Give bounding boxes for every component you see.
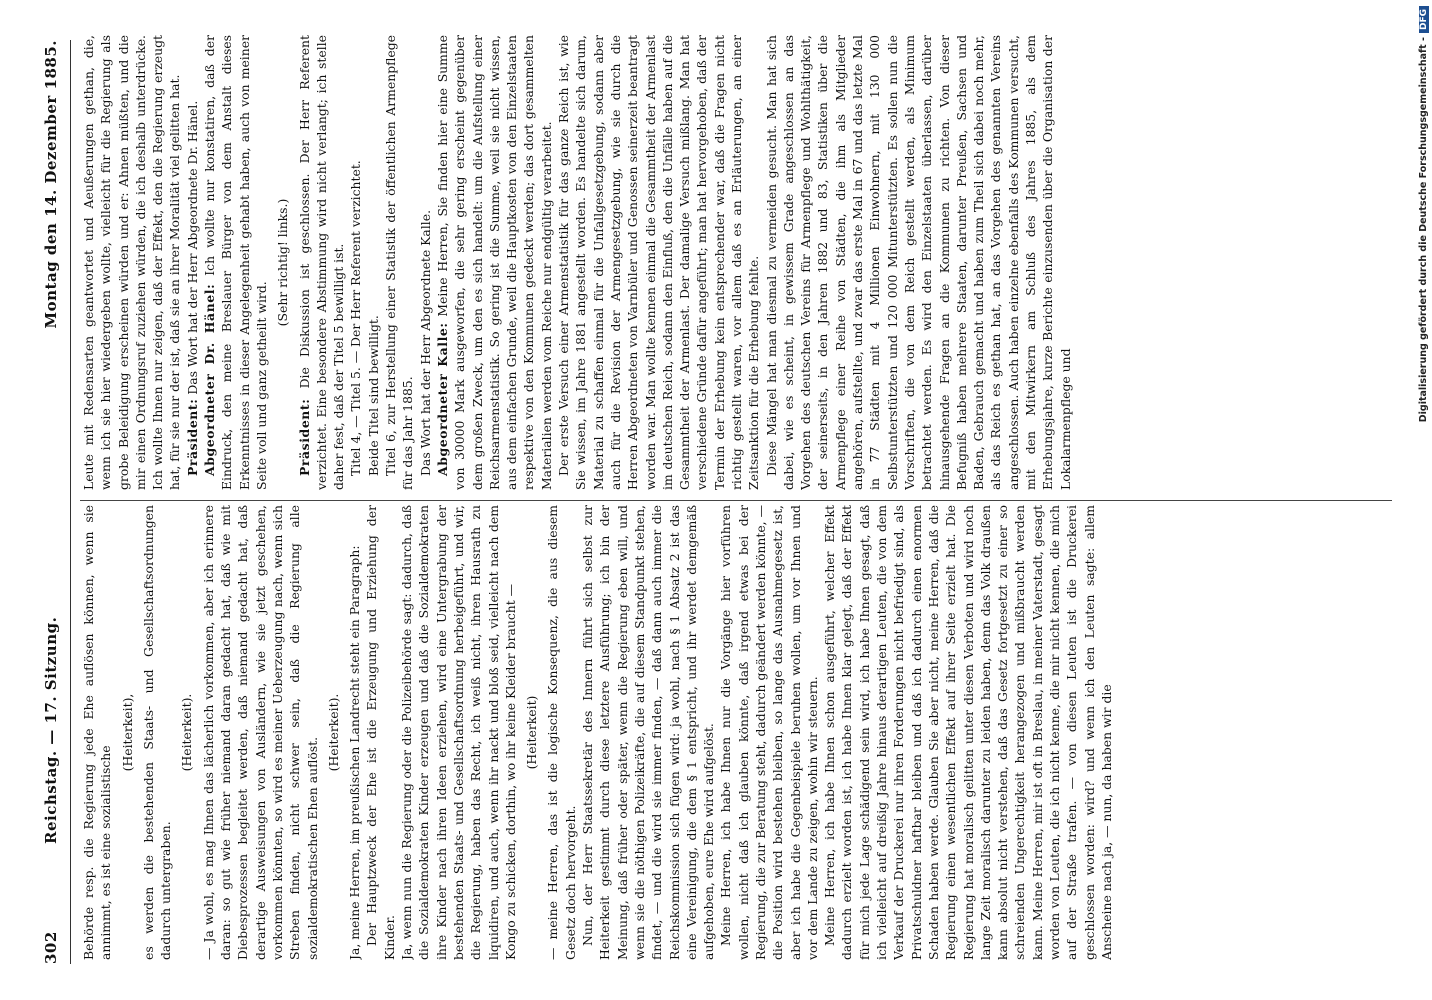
speaker-paragraph [434,35,555,490]
paragraph: — Ja wohl, es mag Ihnen das lächerlich vorkommen, aber ich erinnere daran: so gut wie früher niemand daran gedacht hat, daß wie mit Diebesprozessen begleitet werden, daß niemand gedacht hat, daß derartige Ausweisungen von Ausländern, wie sie jetzt geschehen, vorkommen könnten, so wird es meiner Ueberzeugung nach, wenn sich Streben finden, nicht schwer sein, daß die Regierung alle sozialdemokratischen Ehen auflöst. [200,505,320,960]
speaker-name: Präsident: [296,398,312,476]
paragraph: Ja, wenn nun die Regierung oder die Polizeibehörde sagt: dadurch, daß die Sozialdemokraten Kinder erzeugen und daß die Sozialdemokraten ihre Kinder nach ihren Ideen erziehen, wird eine Untergrabung der bestehenden Staats- und Gesellschaftsordnung herbeigeführt, und wir, die Regierung, haben das Recht, ich weiß nicht, ihren Hausrath zu liquidiren, und auch, wenn ihr nackt und bloß seid, vielleicht nach dem Kongo zu schicken, dorthin, wo ihr keine Kleider braucht — [399,505,518,960]
page-number: 302 [42,931,60,964]
paragraph: es werden die bestehenden Staats- und Gesellschaftsordnungen dadurch untergraben. [140,505,174,960]
column-divider [80,500,1392,501]
digitization-credit [1418,0,1432,806]
speaker-paragraph [201,35,270,490]
interjection: (Heiterkeit) [524,695,540,770]
paragraph: Der erste Versuch einer Armenstatistik für das ganze Reich ist, wie Sie wissen, im Jahre 1881 angestellt worden. Es handelte sich darum, Material zu schaffen einmal für die Unfallgesetzgebung, sodann aber auch für die Revision der Armengesetzgebung, wie sie durch die Herren Abgeordneten von Varnbüler und Genossen seinerzeit beantragt worden war. Man wollte kennen einmal die Gesammtheit der Armenlast im deutschen Reich, sodann den Einfluß, den die Unfälle haben auf die Gesammtheit der Armenlast. Der damalige Versuch mißlang. Man hat verschiedene Gründe dafür angeführt; man hat hervorgehoben, daß der Termin der Erhebung kein entsprechender war, daß die Fragen nicht richtig gestellt waren, vor allem daß es an Erläuterungen, an einer Zeitsanktion für die Erhebung fehlte. [556,35,762,490]
interjection: (Sehr richtig! links.) [275,198,291,327]
paragraph: Meine Herren, ich habe Ihnen schon ausgeführt, welcher Effekt dadurch erzielt worden ist, ich habe Ihnen klar gelegt, daß der Effekt für mich jede Lage schädigend sein wird, ich habe Ihnen gesagt, daß ich vielleicht auf dreißig Jahre hinaus derartigen Leuten, die von dem Verkauf der Druckerei nur ihren Forderungen nicht befriedigt sind, als Privatschuldner haftbar bleiben und daß ich dadurch einen enormen Schaden haben werde. Glauben Sie aber nicht, meine Herren, daß die Regierung einen wesentlichen Effekt auf ihrer Seite erzielt hat. Die Regierung hat moralisch gelitten unter diesen Verboten und wird noch lange Zeit moralisch darunter zu leiden haben, denn das Volk draußen kann absolut nicht verstehen, daß das Gesetz fortgesetzt zu einer so schreienden Ungerechtigkeit herangezogen und mißbraucht werden kann. Meine Herren, mir ist oft in Breslau, in meiner Vaterstadt, gesagt worden von Leuten, die ich nicht kenne, die mir nicht kennen, die mich auf der Straße trafen. — von diesen Leuten ist die Druckerei geschlossen worden: wird? und wenn ich den Leuten sagte: allem Anscheine nach ja, — nun, da haben wir die [822,505,1114,960]
paragraph: Leute mit Redensarten geantwortet und Aeußerungen gethan, die, wenn ich sie hier wiedergeben wollte, vielleicht für die Regierung als grobe Beleidigung erscheinen würden und er: Ahnen müßten, und die mir einen Ordnungsruf zuziehen würden, die ich deshalb unterdrücke. Ich wollte Ihnen nur zeigen, daß der Effekt, den die Regierung erzeugt hat, für sie nur der ist, daß sie an ihrer Moralität viel gelitten hat. [81,35,183,490]
paragraph: Das Wort hat der Herr Abgeordnete Kalle. [417,209,433,476]
speaker-paragraph [296,35,348,490]
quoted-paragraph: Der Hauptzweck der Ehe ist die Erzeugung und Erziehung der Kinder. [364,505,397,960]
dfg-logo: DFG [1419,6,1429,33]
speech-text: Ich wollte nur konstatiren, daß der Eindruck, den meine Breslauer Bürger von dem Anstalt dieses Erkenntnisses in dieser Angelegenheit gehabt haben, auch von meiner Seite voll und ganz getheilt wird. [202,35,269,490]
interjection: (Heiterkeit). [179,693,195,772]
paragraph: Nun, der Herr Staatssekretär des Innern führt sich selbst zur Heiterkeit gestimmt durch diese letztere Ausführung; ich bin der Meinung, daß früher oder später, wenn die Regierung eben will, und wenn sie die nöthigen Polizeikräfte, die auf diesem Standpunkt stehen, findet, — und die wird sie immer finden, — daß dann auch immer die Reichskommission sich fügen wird: ja wohl, nach § 1 Absatz 2 ist das eine Vereinigung, die dem § 1 entspricht, und ihr werdet demgemäß aufgehoben, eure Ehe wird aufgelöst. [580,505,717,960]
interjection: (Heiterkeit). [325,693,341,772]
paragraph: — meine Herren, das ist die logische Konsequenz, die aus diesem Gesetz doch hervorgeht. [545,505,578,960]
paragraph: Beide Titel sind bewilligt. [365,315,381,476]
speaker-name: Abgeordneter Kalle: [434,322,450,476]
credit-text: Digitalisierung gefördert durch die Deutsche Forschungsgemeinschaft - [1418,37,1429,423]
speech-text: Das Wort hat der Herr Abgeordnete Dr. Hänel. [184,100,200,399]
speech-text: Die Diskussion ist geschlossen. Der Herr Referent verzichtet. Eine besondere Abstimmung wird nicht verlangt; ich stelle daher fest, daß der Titel 5 bewilligt ist. [296,35,347,490]
speaker-paragraph [184,35,201,490]
running-head-left: Reichstag. — 17. Sitzung. [42,616,60,844]
interjection: (Heiterkeit), [119,693,135,772]
paragraph: Titel 4, — Titel 5. — Der Herr Referent verzichtet. [348,160,364,476]
speaker-name: Präsident: [184,398,200,476]
paragraph: Diese Mängel hat man diesmal zu vermeiden gesucht. Man hat sich dabei, wie es scheint, in gewissem Grade angeschlossen an das Vorgehen des deutschen Vereins für Armenpflege und Wohlthätigkeit, der seinerseits, in den Jahren 1882 und 83, Statistiken über die Armenpflege einer Reihe von Städten, die ihm als Mitglieder angehören, aufstellte, und zwar das erste Mal in 67 und das letzte Mal in 77 Städten mit 4 Millionen Einwohnern, mit 130 000 Selbstunterstützten und 120 000 Mitunterstützten. Es sollen nun die Vorschriften, die von dem Reich gestellt werden, als Minimum betrachtet werden. Es wird den Einzelstaaten überlassen, darüber hinausgehende Fragen an die Kommunen zu richten. Von dieser Befugniß haben mehrere Staaten, darunter Preußen, Sachsen und Baden, Gebrauch gemacht und haben zum Theil sich dabei noch mehr, als das Reich es gethan hat, an das Vorgehen des genannten Vereins angeschlossen. Auch haben einzelne ebenfalls des Kommunen versucht, mit den Mitwirkern am Schluß des Jahres 1885, als dem Erhebungsjahre, kurze Berichte einzusenden über die Organisation der Lokalarmenpflege und [763,35,1073,490]
column-left [80,505,1392,960]
column-right [80,35,1392,490]
speaker-name: Abgeordneter Dr. Hänel: [202,283,218,476]
header-rule [70,40,71,964]
page-header [42,40,68,964]
running-head-right: Montag den 14. Dezember 1885. [42,40,60,329]
paragraph: Titel 6, zur Herstellung einer Statistik der öffentlichen Armenpflege für das Jahr 1885. [383,35,416,490]
paragraph: Ja, meine Herren, im preußischen Landrecht steht ein Paragraph: [347,545,363,960]
speech-text: Meine Herren, Sie finden hier eine Summe von 30000 Mark ausgeworfen, die sehr gering erscheint gegenüber dem großen Zweck, um den es sich handelt: um die Aufstellung einer Reichsarmenstatistik. So gering ist die Summe, weil sie nicht wissen, aus dem einfachen Grunde, weil die Hauptkosten von den Einzelstaaten respektive von den Kommunen gedeckt werden; das dort gesammelten Materialien werden vom Reiche nur endgültig verarbeitet. [434,35,554,490]
paragraph: Meine Herren, ich habe Ihnen nur die Vorgänge hier vorführen wollen, nicht daß ich glauben könnte, daß irgend etwas bei der Regierung, die zur Beratung steht, dadurch geändert werden könnte, — die Position wird bestehen bleiben, so lange das Ausnahmegesetz ist, aber ich habe die Gegenbeispiele beruhen wollen, um vor Ihnen und vor dem Lande zu zeigen, wohin wir steuern. [718,505,820,960]
paragraph: Behörde resp. die Regierung jede Ehe auflösen können, wenn sie annimmt, es ist eine sozialistische [81,505,114,960]
